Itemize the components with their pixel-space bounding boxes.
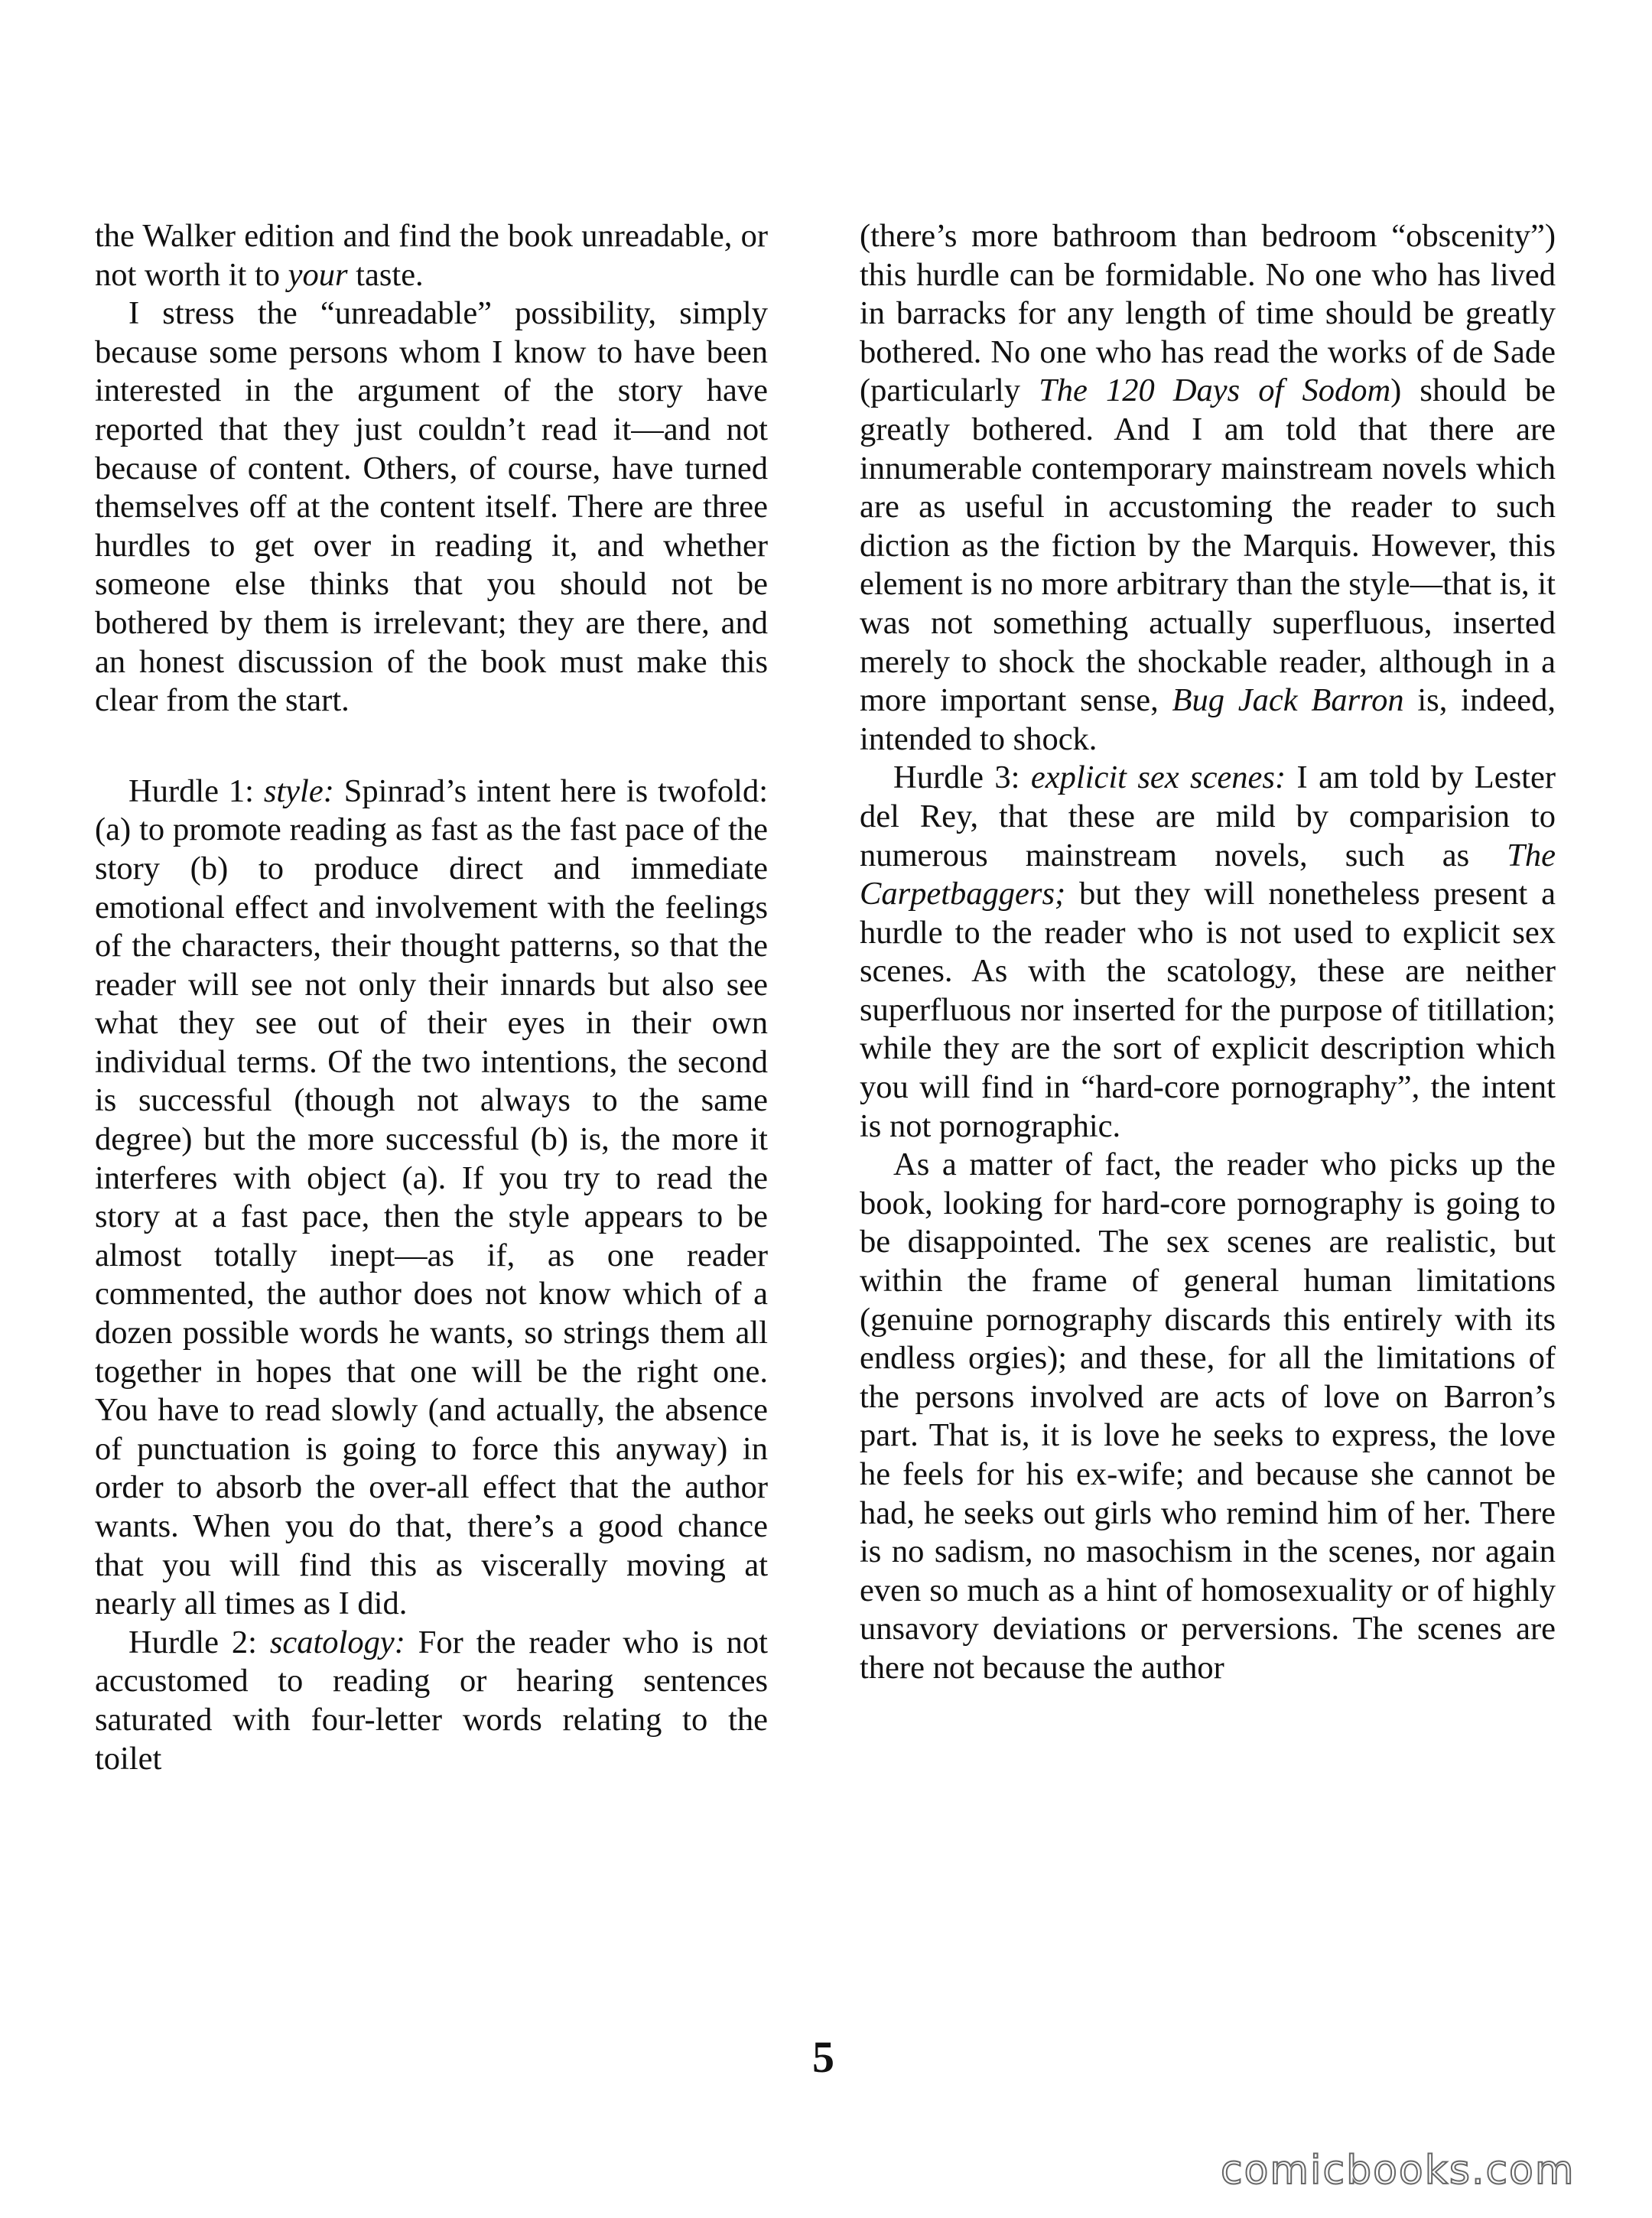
paragraph-hurdle-1 [95,772,768,1624]
text-run: ) should be greatly bothered. And I am told that there are innumerable contemporary mainstream novels which are as useful in accustoming the reader to such diction as the fiction by the Marquis. However, this element is no more arbitrary than the style—that is, it was not something actually superfluous, inserted merely to shock the shockable reader, although in a more important sense, [860,372,1556,719]
page-number: 5 [812,2032,834,2082]
italic-run: explicit sex scenes: [1030,759,1286,796]
paragraph-hurdle-2 [95,1624,768,1778]
paragraph-hurdle-3 [860,759,1556,1146]
paragraph-unreadable: I stress the “unreadable” possibility, simply because some persons whom I know to have been interested in the argument of the story have reported that they just couldn’t read it—and not because of content. Others, of course, have turned themselves off at the content itself. There are three hurdles to get over in reading it, and whether someone else thinks that you should not be bothered by them is irrelevant; they are there, and an honest discussion of the book must make this clear from the start. [95,295,768,719]
italic-run: style: [263,772,334,809]
text-run: is, indeed, intended to shock. [860,682,1556,757]
text-run: Hurdle 1: [128,772,264,809]
paragraph-scatology-cont [860,217,1556,759]
text-run: Hurdle 2: [128,1624,270,1660]
text-run: I am told by Lester del Rey, that these are mild by comparision to numerous mainstream novels, such as [860,759,1556,873]
italic-run: Bug Jack Barron [1172,682,1404,719]
text-run: For the reader who is not accustomed to reading or hearing sentences saturated with four-letter words relating to the toilet [95,1624,768,1777]
right-column [860,217,1556,1688]
text-run: Hurdle 3: [893,759,1031,796]
text-run: Spinrad’s intent here is twofold: (a) to promote reading as fast as the fast pace of the story (b) to produce direct and immediate emotional effect and involvement with the feelings of the characters, their thought patterns, so that the reader will see not only their innards but also see what they see out of their eyes in their own individual terms. Of the two intentions, the second is successful (though not always to the same degree) but the more successful (b) is, the more it interferes with object (a). If you try to read the story at a fast pace, then the style appears to be almost totally inept—as if, as one reader commented, the author does not know which of a dozen possible words he wants, so strings them all together in hopes that one will be the right one. You have to read slowly (and actually, the absence of punctuation is going to force this anyway) in order to absorb the over-all effect that the author wants. When you do that, there’s a good chance that you will find this as viscerally moving at nearly all times as I did. [95,772,769,1622]
paragraph-walker-edition [95,217,768,294]
italic-run: your [288,256,348,293]
text-run: (there’s more bathroom than bedroom “obscenity”) this hurdle can be formidable. No one who has lived in barracks for any length of time should be greatly bothered. No one who has read the works of de Sade (particularly [860,218,1556,409]
italic-run: The Carpetbaggers; [860,837,1556,912]
text-run: taste. [347,256,424,293]
paragraph-matter-of-fact: As a matter of fact, the reader who picks up the book, looking for hard-core pornography is going to be disappointed. The sex scenes are realistic, but within the frame of general human limitations (genuine pornography discards this entirely with its endless orgies); and these, for all the limitations of the persons involved are acts of love on Barron’s part. That is, it is love he seeks to express, the love he feels for his ex-wife; and because she cannot be had, he seeks out girls who remind him of her. There is no sadism, no masochism in the scenes, nor again even so much as a hint of homosexuality or of highly unsavory deviations or perversions. The scenes are there not because the author [860,1146,1556,1686]
text-run: but they will nonetheless present a hurdle to the reader who is not used to explicit sex scenes. As with the scatology, these are neither superfluous nor inserted for the purpose of titillation; while they are the sort of explicit description which you will find in “hard-core pornography”, the intent is not pornographic. [860,876,1556,1144]
left-column [95,217,768,1778]
italic-run: scatology: [269,1624,405,1660]
watermark-logo: comicbooks.com [1221,2148,1576,2194]
text-run: the Walker edition and find the book unreadable, or not worth it to [95,218,768,293]
italic-run: The 120 Days of Sodom [1039,372,1391,409]
